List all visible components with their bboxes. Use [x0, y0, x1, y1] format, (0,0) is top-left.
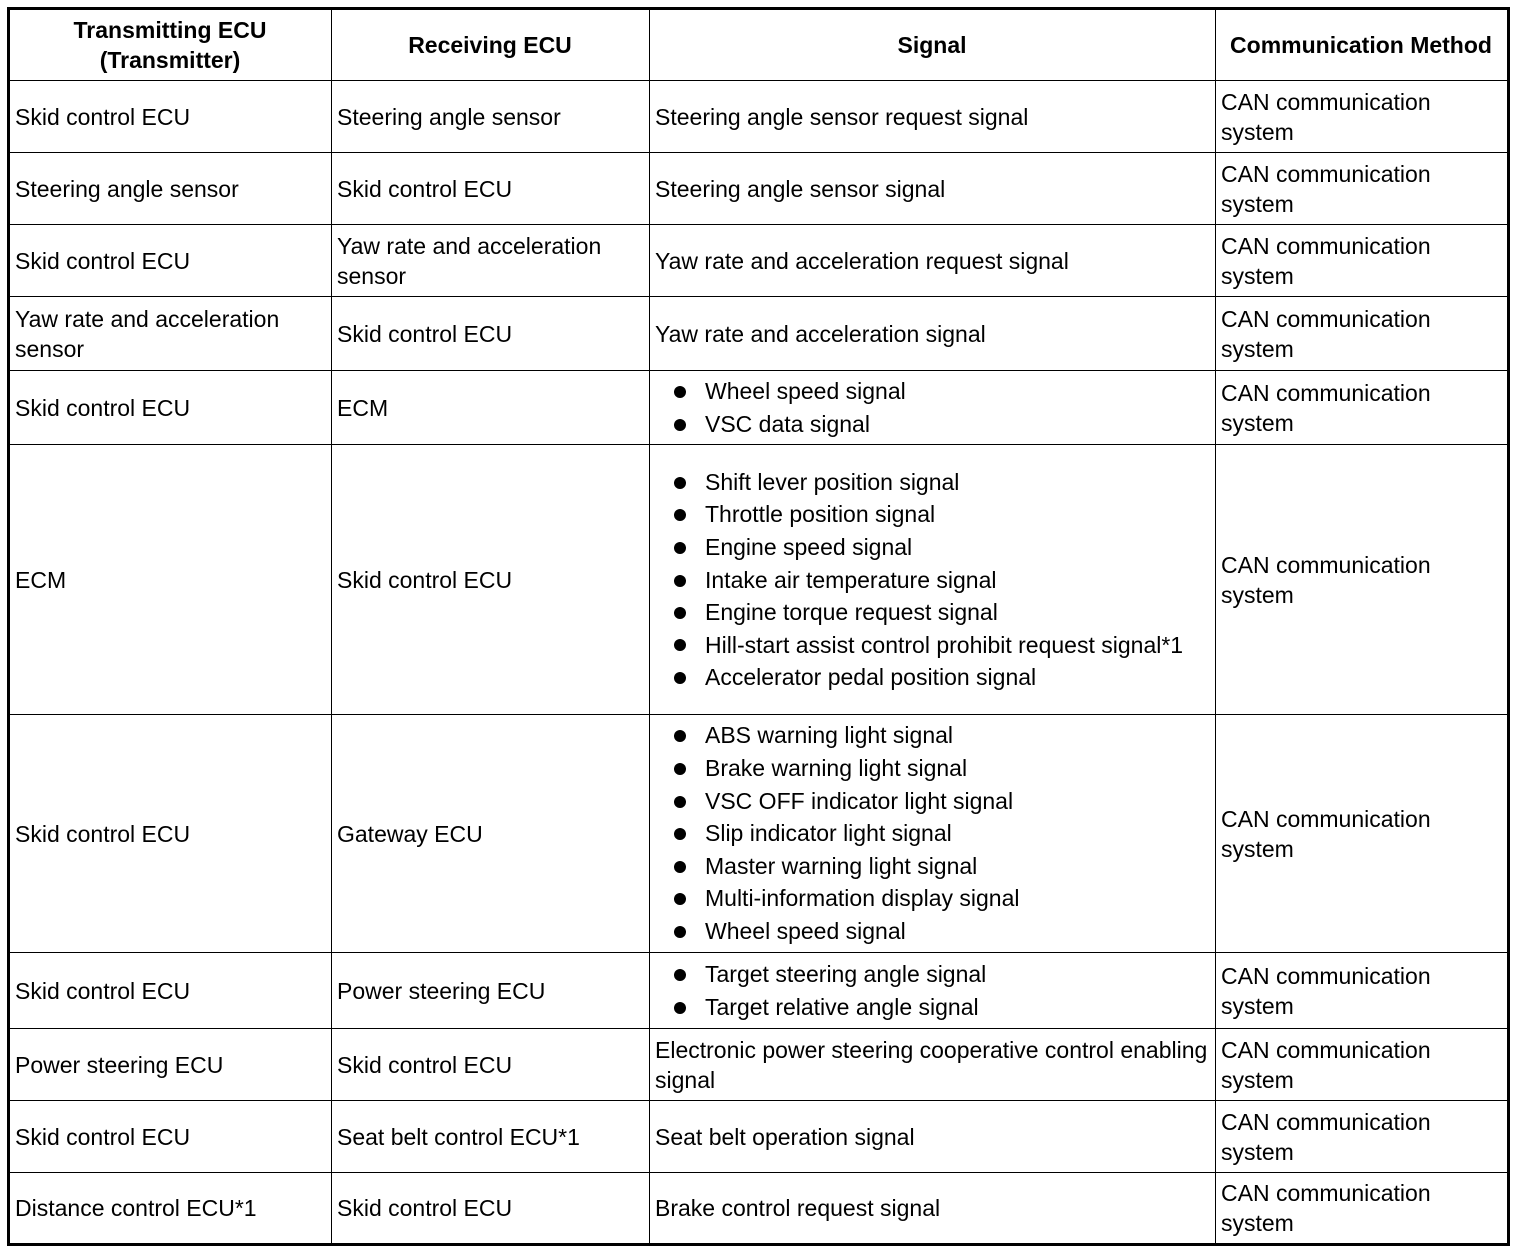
bullet-icon	[674, 796, 686, 808]
receiving-ecu-cell: Skid control ECU	[332, 153, 650, 225]
signal-list-item	[674, 958, 1209, 991]
receiving-ecu-cell: Skid control ECU	[332, 297, 650, 371]
receiving-ecu-cell: Skid control ECU	[332, 1173, 650, 1245]
signal-label: Brake warning light signal	[705, 755, 968, 782]
signal-label: Hill-start assist control prohibit request signal*1	[705, 631, 1184, 658]
signal-list-item	[674, 850, 1209, 883]
signal-label: ABS warning light signal	[705, 722, 954, 749]
signal-label: Master warning light signal	[705, 852, 978, 879]
signal-list	[655, 375, 1209, 440]
receiving-ecu-cell: Seat belt control ECU*1	[332, 1101, 650, 1173]
bullet-icon	[674, 730, 686, 742]
bullet-icon	[674, 861, 686, 873]
transmitting-ecu-cell: Yaw rate and acceleration sensor	[9, 297, 332, 371]
signal-cell	[650, 953, 1216, 1029]
communication-method-cell: CAN communication system	[1216, 81, 1509, 153]
bullet-icon	[674, 969, 686, 981]
table-row	[9, 225, 1509, 297]
receiving-ecu-cell: ECM	[332, 371, 650, 445]
transmitting-ecu-cell: Distance control ECU*1	[9, 1173, 332, 1245]
signal-cell: Seat belt operation signal	[650, 1101, 1216, 1173]
signal-cell: Steering angle sensor request signal	[650, 81, 1216, 153]
signal-list-item	[674, 785, 1209, 818]
transmitting-ecu-cell: Power steering ECU	[9, 1029, 332, 1101]
signal-list-item	[674, 915, 1209, 948]
transmitting-ecu-cell: Steering angle sensor	[9, 153, 332, 225]
receiving-ecu-cell: Skid control ECU	[332, 1029, 650, 1101]
bullet-icon	[674, 509, 686, 521]
transmitting-ecu-cell: Skid control ECU	[9, 371, 332, 445]
communication-method-cell: CAN communication system	[1216, 225, 1509, 297]
transmitting-ecu-cell: Skid control ECU	[9, 81, 332, 153]
communication-method-cell: CAN communication system	[1216, 297, 1509, 371]
signal-label: Slip indicator light signal	[705, 820, 952, 847]
header-communication-method: Communication Method	[1216, 9, 1509, 81]
signal-label: Target relative angle signal	[705, 993, 979, 1020]
signal-list-item	[674, 629, 1209, 661]
bullet-icon	[674, 575, 686, 587]
signal-list-item	[674, 466, 1209, 499]
signal-list-item	[674, 991, 1209, 1024]
signal-cell: Brake control request signal	[650, 1173, 1216, 1245]
signal-label: Target steering angle signal	[705, 960, 987, 987]
transmitting-ecu-cell: Skid control ECU	[9, 715, 332, 953]
transmitting-ecu-cell: Skid control ECU	[9, 1101, 332, 1173]
signal-list-item	[674, 531, 1209, 564]
signal-label: Shift lever position signal	[705, 468, 960, 495]
receiving-ecu-cell: Gateway ECU	[332, 715, 650, 953]
signal-label: Accelerator pedal position signal	[705, 663, 1037, 690]
table-row	[9, 371, 1509, 445]
bullet-icon	[674, 926, 686, 938]
receiving-ecu-cell: Power steering ECU	[332, 953, 650, 1029]
receiving-ecu-cell: Skid control ECU	[332, 445, 650, 715]
communication-method-cell: CAN communication system	[1216, 953, 1509, 1029]
bullet-icon	[674, 477, 686, 489]
transmitting-ecu-cell: Skid control ECU	[9, 953, 332, 1029]
communication-method-cell: CAN communication system	[1216, 1101, 1509, 1173]
signal-cell: Steering angle sensor signal	[650, 153, 1216, 225]
communication-method-cell: CAN communication system	[1216, 715, 1509, 953]
bullet-icon	[674, 419, 686, 431]
signal-list	[655, 466, 1209, 694]
bullet-icon	[674, 639, 686, 651]
signal-list-item	[674, 408, 1209, 441]
signal-label: VSC data signal	[705, 410, 870, 437]
header-receiving-ecu: Receiving ECU	[332, 9, 650, 81]
signal-label: Multi-information display signal	[705, 885, 1020, 912]
signal-label: Intake air temperature signal	[705, 566, 997, 593]
signal-list-item	[674, 817, 1209, 850]
ecu-communication-table	[7, 7, 1510, 1246]
signal-label: Wheel speed signal	[705, 377, 906, 404]
communication-method-cell: CAN communication system	[1216, 1173, 1509, 1245]
communication-method-cell: CAN communication system	[1216, 371, 1509, 445]
bullet-icon	[674, 607, 686, 619]
signal-label: Wheel speed signal	[705, 917, 906, 944]
table-body	[9, 81, 1509, 1245]
signal-cell	[650, 445, 1216, 715]
communication-method-cell: CAN communication system	[1216, 153, 1509, 225]
signal-list-item	[674, 752, 1209, 785]
transmitting-ecu-cell: ECM	[9, 445, 332, 715]
communication-method-cell: CAN communication system	[1216, 1029, 1509, 1101]
communication-method-cell: CAN communication system	[1216, 445, 1509, 715]
signal-label: Throttle position signal	[705, 501, 936, 528]
bullet-icon	[674, 893, 686, 905]
bullet-icon	[674, 763, 686, 775]
table-row	[9, 153, 1509, 225]
receiving-ecu-cell: Yaw rate and acceleration sensor	[332, 225, 650, 297]
signal-cell: Yaw rate and acceleration signal	[650, 297, 1216, 371]
signal-list-item	[674, 596, 1209, 629]
table-row	[9, 1173, 1509, 1245]
signal-label: VSC OFF indicator light signal	[705, 787, 1014, 814]
bullet-icon	[674, 672, 686, 684]
table-row	[9, 715, 1509, 953]
signal-cell	[650, 715, 1216, 953]
signal-label: Engine torque request signal	[705, 599, 998, 626]
signal-list-item	[674, 719, 1209, 752]
signal-cell: Electronic power steering cooperative control enabling signal	[650, 1029, 1216, 1101]
signal-list	[655, 958, 1209, 1023]
header-transmitting-ecu: Transmitting ECU (Transmitter)	[9, 9, 332, 81]
table-row	[9, 1101, 1509, 1173]
table-row	[9, 1029, 1509, 1101]
bullet-icon	[674, 828, 686, 840]
transmitting-ecu-cell: Skid control ECU	[9, 225, 332, 297]
signal-label: Engine speed signal	[705, 533, 913, 560]
signal-list-item	[674, 564, 1209, 597]
bullet-icon	[674, 386, 686, 398]
receiving-ecu-cell: Steering angle sensor	[332, 81, 650, 153]
table-row	[9, 81, 1509, 153]
table-row	[9, 445, 1509, 715]
header-row	[9, 9, 1509, 81]
signal-list	[655, 719, 1209, 947]
table-row	[9, 953, 1509, 1029]
bullet-icon	[674, 1002, 686, 1014]
signal-cell: Yaw rate and acceleration request signal	[650, 225, 1216, 297]
signal-list-item	[674, 375, 1209, 408]
signal-cell	[650, 371, 1216, 445]
bullet-icon	[674, 542, 686, 554]
table-row	[9, 297, 1509, 371]
signal-list-item	[674, 882, 1209, 915]
table-header	[9, 9, 1509, 81]
signal-list-item	[674, 661, 1209, 694]
header-signal: Signal	[650, 9, 1216, 81]
signal-list-item	[674, 498, 1209, 531]
